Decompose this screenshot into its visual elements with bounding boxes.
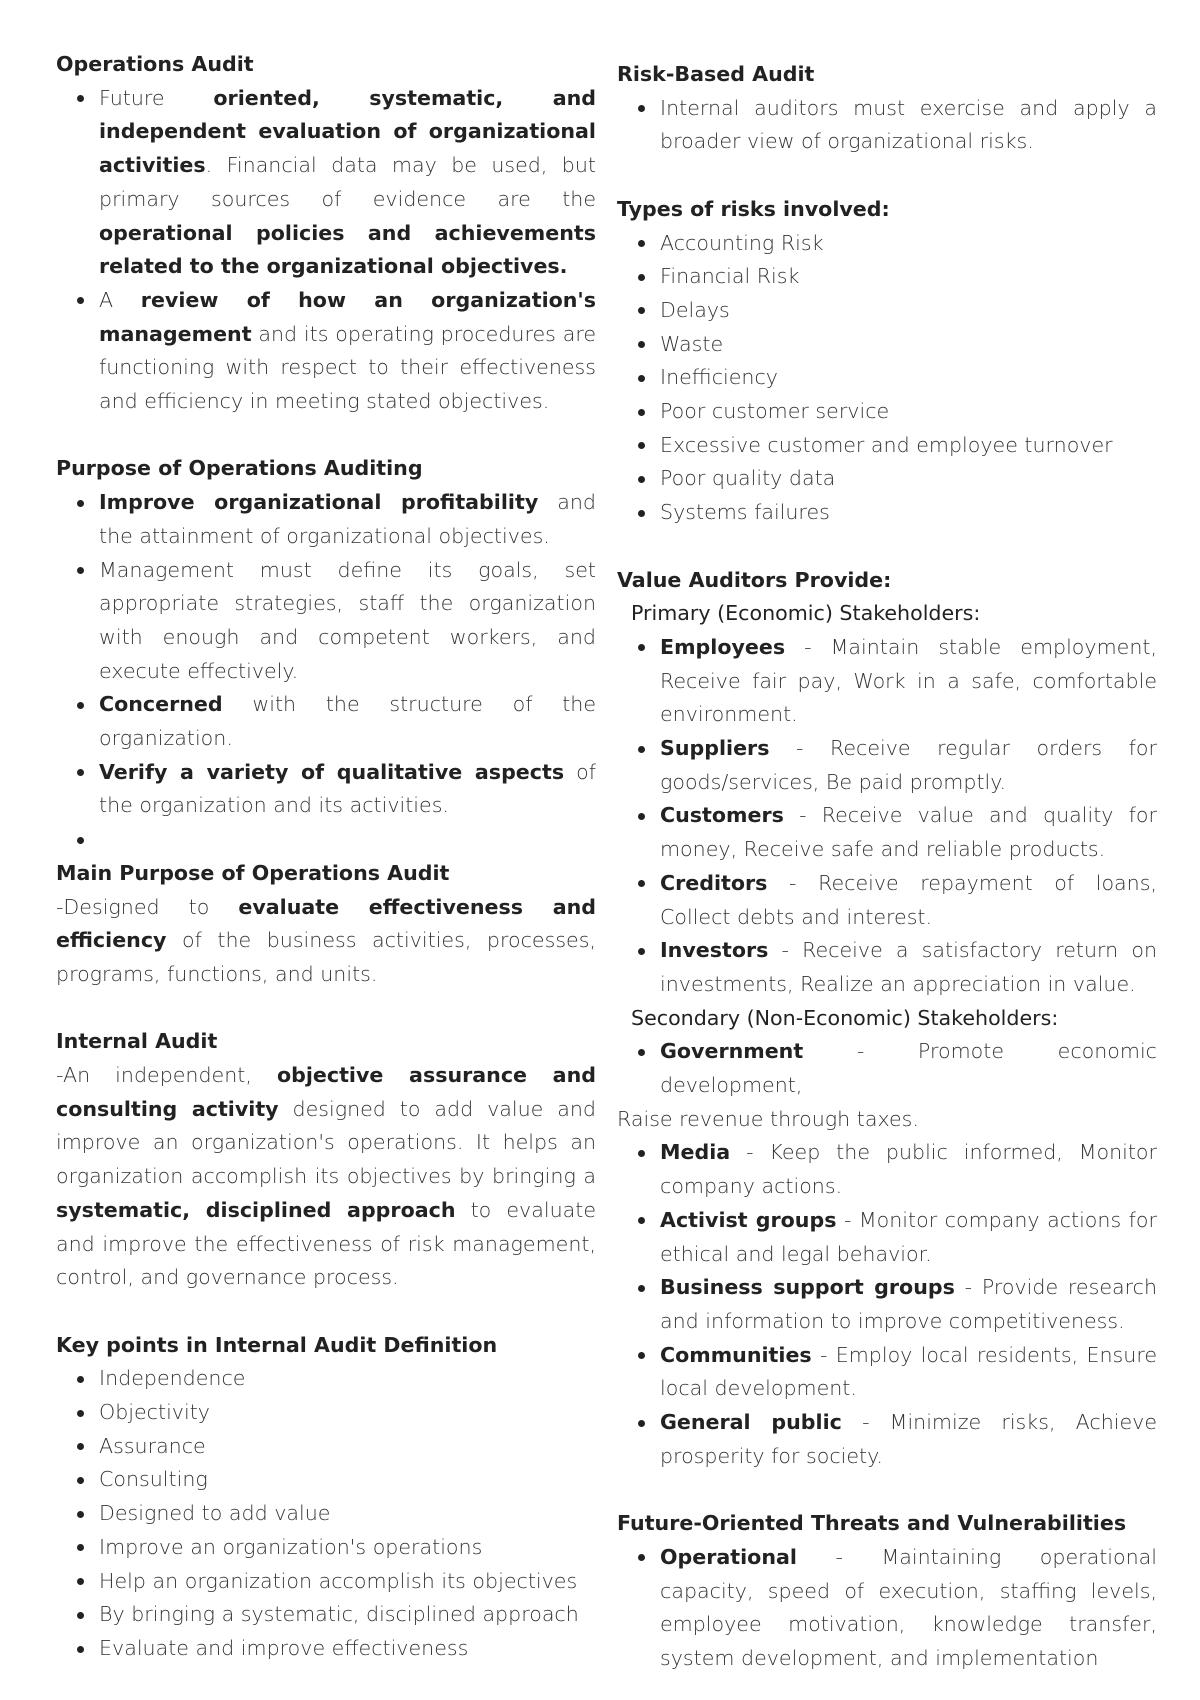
stakeholder-name: Investors <box>660 938 769 963</box>
stakeholder-desc: - Receive a satisfactory return on investments, Realize an appreciation in value. <box>660 938 1157 996</box>
list-item <box>99 82 596 284</box>
stakeholder-desc: - Receive repayment of loans, Collect debts and interest. <box>660 870 1157 929</box>
secondary-stakeholders-heading: Secondary (Non-Economic) Stakeholders: <box>631 1005 1059 1030</box>
list-item <box>660 1339 1157 1406</box>
list-item <box>660 1541 1157 1676</box>
list-item: Systems failures <box>660 496 1157 530</box>
list-item: Assurance <box>99 1430 596 1464</box>
stakeholder-name: Activist groups <box>660 1207 837 1232</box>
list-item: Help an organization accomplish its objectives <box>99 1565 596 1599</box>
list-item: Designed to add value <box>99 1497 596 1531</box>
risk-types-section <box>617 193 1157 530</box>
list-item <box>660 631 1157 732</box>
list-item <box>99 688 596 755</box>
internal-audit-section <box>56 1025 596 1295</box>
list-item <box>99 756 596 823</box>
paragraph-text: -An independent, <box>56 1063 277 1088</box>
threats-heading: Future-Oriented Threats and Vulnerabilities <box>617 1511 1127 1536</box>
operations-audit-heading: Operations Audit <box>56 52 254 76</box>
list-item <box>660 1136 1157 1203</box>
list-item: Internal auditors must exercise and apply a broader view of organizational risks. <box>660 92 1157 159</box>
list-item: Objectivity <box>99 1396 596 1430</box>
list-item <box>99 284 596 419</box>
key-points-heading: Key points in Internal Audit Definition <box>56 1332 498 1357</box>
paragraph-text: -Designed to <box>56 894 239 919</box>
stakeholder-desc: - Keep the public informed, Monitor company actions. <box>660 1140 1157 1199</box>
purpose-list <box>56 486 596 857</box>
item-bold-text: review of how an organization's management <box>99 287 596 346</box>
stakeholder-desc: Raise revenue through taxes. <box>617 1106 919 1131</box>
list-item: Poor quality data <box>660 462 1157 496</box>
internal-audit-paragraph <box>56 1059 596 1295</box>
stakeholder-desc: - Receive regular orders for goods/services, Be paid promptly. <box>660 736 1157 794</box>
risk-types-heading: Types of risks involved: <box>617 196 890 221</box>
list-item: Inefficiency <box>660 361 1157 395</box>
list-item <box>660 867 1157 934</box>
item-bold-text: Verify a variety of qualitative aspects <box>99 759 565 784</box>
list-item: Consulting <box>99 1463 596 1497</box>
threat-desc: - Maintaining operational capacity, speed of execution, staffing levels, employee motivation, knowledge transfer, system development, and implementation <box>660 1544 1157 1670</box>
item-bold-text: operational policies and achievements related to the organizational objectives. <box>99 220 596 279</box>
threats-list <box>617 1541 1157 1676</box>
list-item <box>660 1271 1157 1338</box>
primary-stakeholders-heading: Primary (Economic) Stakeholders: <box>631 601 981 626</box>
list-item <box>660 1204 1157 1271</box>
list-item: Independence <box>99 1362 596 1396</box>
main-purpose-section <box>56 857 596 992</box>
value-heading: Value Auditors Provide: <box>617 567 892 592</box>
key-points-list <box>56 1362 596 1665</box>
list-item <box>660 1406 1157 1473</box>
list-item <box>99 486 596 553</box>
value-section <box>617 564 1157 1474</box>
stakeholder-desc: - Monitor company actions for ethical and legal behavior. <box>660 1207 1158 1266</box>
stakeholder-desc: - Employ local residents, Ensure local development. <box>660 1342 1157 1401</box>
threat-name: Operational <box>660 1544 797 1569</box>
list-item: Accounting Risk <box>660 227 1157 261</box>
item-text: Management must define its goals, set appropriate strategies, staff the organization with enough and competent workers, and execute effectively. <box>99 557 596 683</box>
list-item: Delays <box>660 294 1157 328</box>
item-text: and its operating procedures are functioning with respect to their effectiveness and efficiency in meeting stated objectives. <box>99 321 596 414</box>
list-item: Waste <box>660 328 1157 362</box>
item-text: of the organization and its activities. <box>99 759 596 818</box>
government-item <box>617 1035 1157 1136</box>
operations-audit-section <box>56 48 596 419</box>
left-column <box>56 48 596 1666</box>
operations-audit-list <box>56 82 596 419</box>
main-purpose-paragraph <box>56 891 596 992</box>
list-item: By bringing a systematic, disciplined approach <box>99 1598 596 1632</box>
empty-list-item <box>99 823 596 857</box>
stakeholder-desc: - Minimize risks, Achieve prosperity for society. <box>660 1410 1158 1468</box>
stakeholder-name: Suppliers <box>660 736 770 761</box>
item-bold-text: oriented, systematic, and independent evaluation of organizational activities <box>99 85 596 178</box>
paragraph-bold-text: objective assurance and consulting activity <box>56 1063 596 1121</box>
internal-audit-heading: Internal Audit <box>56 1029 218 1054</box>
list-item <box>660 732 1157 799</box>
list-item: Evaluate and improve effectiveness <box>99 1632 596 1666</box>
list-item: Excessive customer and employee turnover <box>660 429 1157 463</box>
list-item <box>660 799 1157 866</box>
risk-based-section <box>617 58 1157 159</box>
item-text: with the structure of the organization. <box>99 692 596 751</box>
stakeholder-desc: - Provide research and information to improve competitiveness. <box>660 1275 1157 1333</box>
risk-based-list <box>617 92 1157 159</box>
list-item: Improve an organization's operations <box>99 1531 596 1565</box>
stakeholder-name: Business support groups <box>660 1275 955 1300</box>
list-item: Financial Risk <box>660 260 1157 294</box>
item-bold-text: Improve organizational profitability <box>99 490 539 515</box>
paragraph-text: to evaluate and improve the effectiveness of risk management, control, and governance process. <box>56 1197 596 1290</box>
item-text: Future <box>99 85 214 110</box>
threats-section <box>617 1507 1157 1676</box>
item-bold-text: Concerned <box>99 692 223 717</box>
right-column <box>617 58 1157 1676</box>
list-item: Poor customer service <box>660 395 1157 429</box>
primary-stakeholders-list <box>617 631 1157 1002</box>
risk-types-list <box>617 227 1157 530</box>
item-text: . Financial data may be used, but primary sources of evidence are the <box>99 153 596 211</box>
item-text: A <box>99 287 141 312</box>
stakeholder-desc: - Maintain stable employment, Receive fair pay, Work in a safe, comfortable environment. <box>660 634 1157 727</box>
stakeholder-name: Government <box>660 1039 804 1064</box>
stakeholder-name: Employees <box>660 634 786 659</box>
key-points-section <box>56 1329 596 1666</box>
item-text: and the attainment of organizational objectives. <box>99 490 596 548</box>
stakeholder-name: Creditors <box>660 870 768 895</box>
stakeholder-desc: - Promote economic development, <box>660 1039 1157 1098</box>
stakeholder-name: Communities <box>660 1342 812 1367</box>
secondary-stakeholders-list <box>617 1136 1157 1473</box>
purpose-heading: Purpose of Operations Auditing <box>56 456 423 481</box>
stakeholder-name: Customers <box>660 803 784 828</box>
paragraph-bold-text: evaluate effectiveness and efficiency <box>56 894 596 953</box>
list-item <box>660 934 1157 1001</box>
paragraph-bold-text: systematic, disciplined approach <box>56 1197 456 1222</box>
main-purpose-heading: Main Purpose of Operations Audit <box>56 860 450 885</box>
list-item <box>99 554 596 689</box>
stakeholder-name: Media <box>660 1140 731 1165</box>
paragraph-text: of the business activities, processes, programs, functions, and units. <box>56 928 596 986</box>
risk-based-heading: Risk-Based Audit <box>617 62 815 86</box>
purpose-section <box>56 452 596 856</box>
stakeholder-name: General public <box>660 1410 842 1435</box>
stakeholder-desc: - Receive value and quality for money, Receive safe and reliable products. <box>660 803 1157 862</box>
paragraph-text: designed to add value and improve an organization's operations. It helps an organization accomplish its objectives by bringing a <box>56 1096 596 1189</box>
